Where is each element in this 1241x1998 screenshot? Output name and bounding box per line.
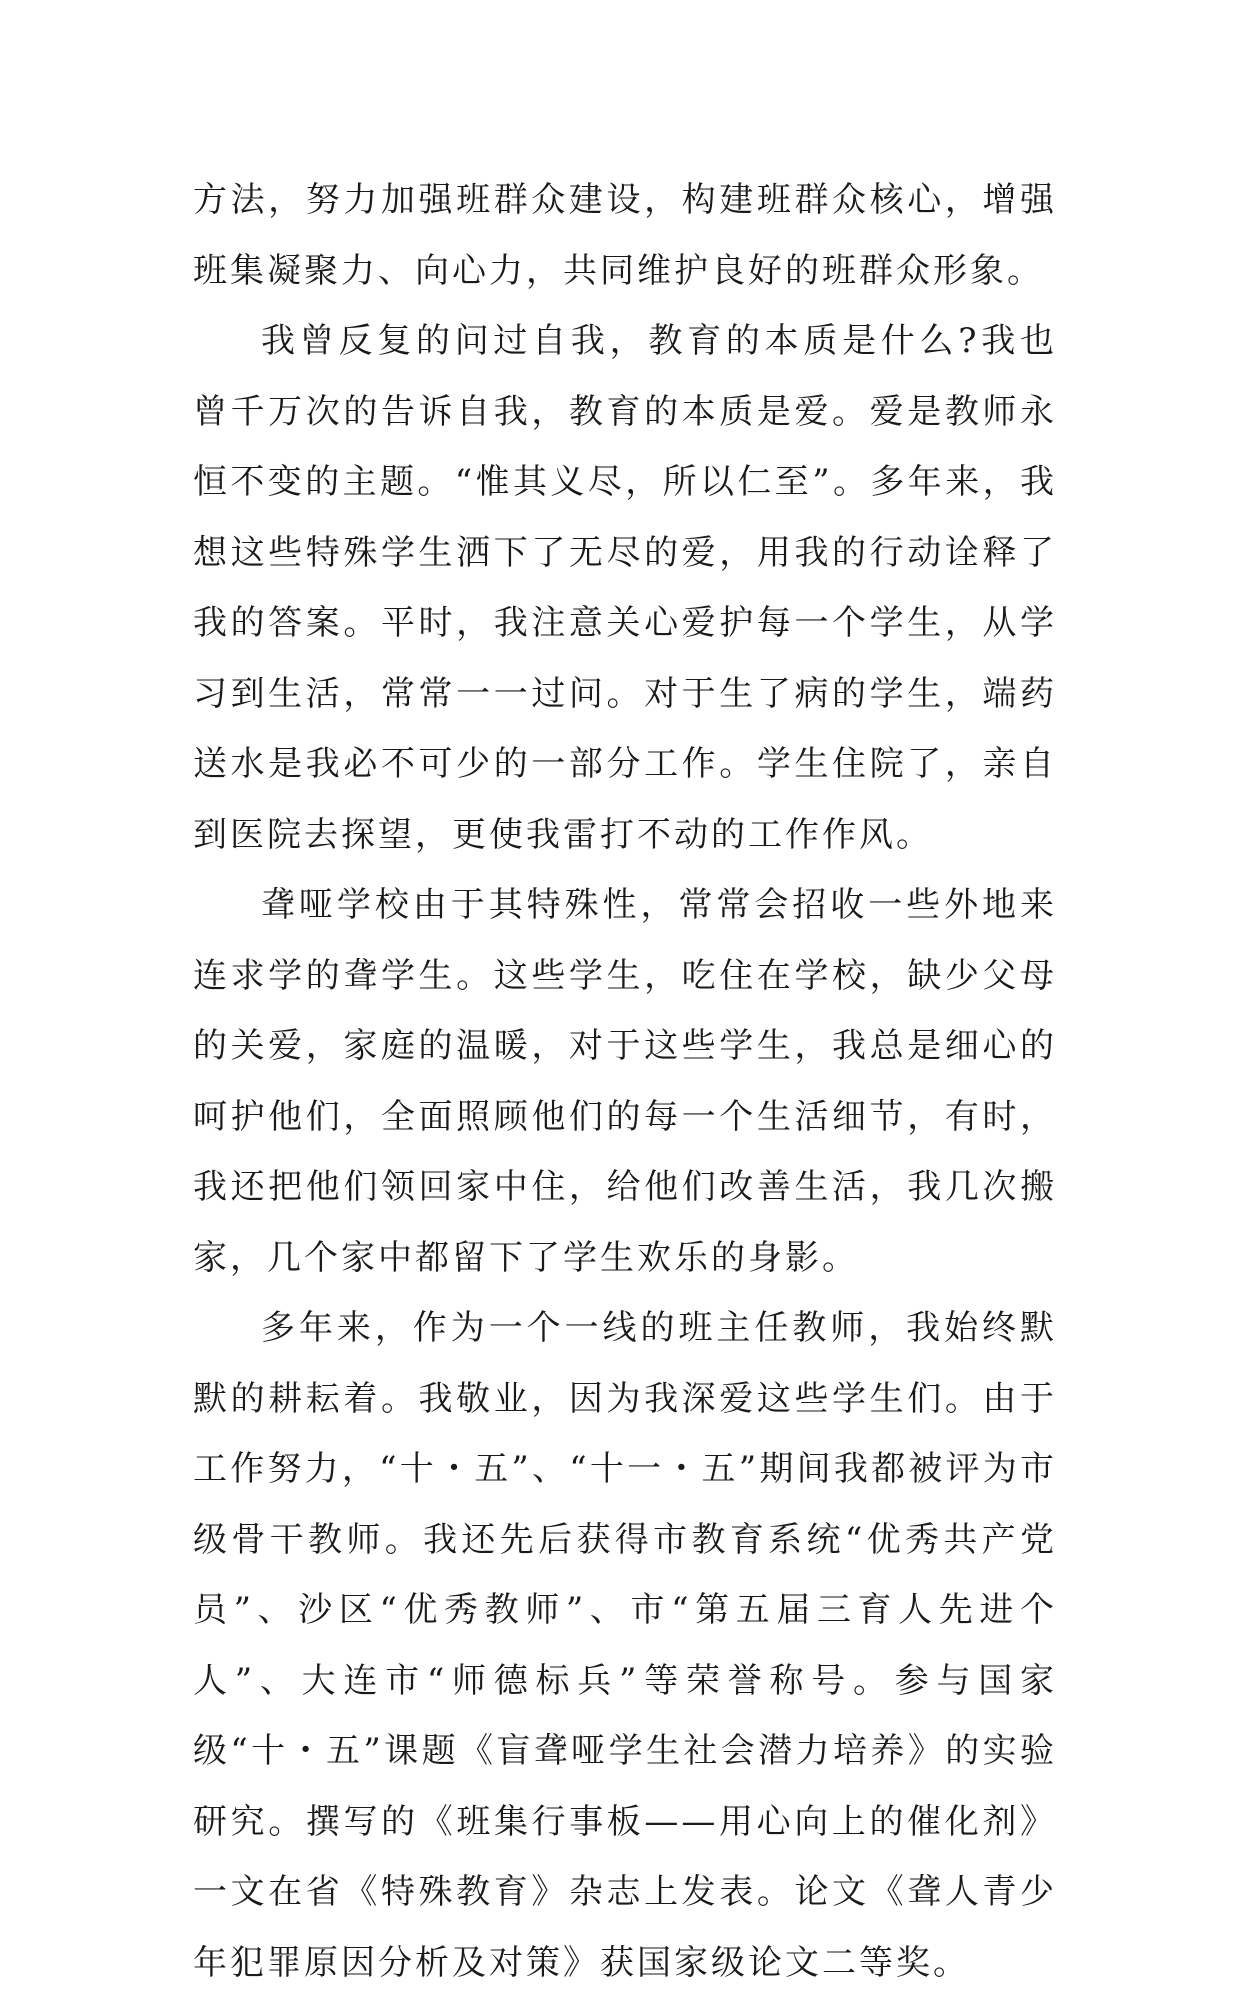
paragraph-4: 多年来，作为一个一线的班主任教师，我始终默默的耕耘着。我敬业，因为我深爱这些学生们。由于工作努力，“十・五”、“十一・五”期间我都被评为市级骨干教师。我还先后获得市教育系统“优秀共产党员”、沙区“优秀教师”、市“第五届三育人先进个人”、大连市“师德标兵”等荣誉称号。参与国家级“十・五”课题《盲聋哑学生社会潜力培养》的实验研究。撰写的《班集行事板——用心向上的催化剂》一文在省《特殊教育》杂志上发表。论文《聋人青少年犯罪原因分析及对策》获国家级论文二等奖。 bbox=[193, 1308, 1057, 1983]
paragraph-1: 方法，努力加强班群众建设，构建班群众核心，增强班集凝聚力、向心力，共同维护良好的班群众形象。 bbox=[193, 180, 1057, 291]
paragraph-2: 我曾反复的问过自我，教育的本质是什么?我也曾千万次的告诉自我，教育的本质是爱。爱是教师永恒不变的主题。“惟其义尽，所以仁至”。多年来，我想这些特殊学生洒下了无尽的爱，用我的行动诠释了我的答案。平时，我注意关心爱护每一个学生，从学习到生活，常常一一过问。对于生了病的学生，端药送水是我必不可少的一部分工作。学生住院了，亲自到医院去探望，更使我雷打不动的工作作风。 bbox=[193, 321, 1057, 855]
body-text bbox=[193, 165, 1057, 1998]
paragraph-3: 聋哑学校由于其特殊性，常常会招收一些外地来连求学的聋学生。这些学生，吃住在学校，缺少父母的关爱，家庭的温暖，对于这些学生，我总是细心的呵护他们，全面照顾他们的每一个生活细节，有时，我还把他们领回家中住，给他们改善生活，我几次搬家，几个家中都留下了学生欢乐的身影。 bbox=[193, 885, 1057, 1278]
